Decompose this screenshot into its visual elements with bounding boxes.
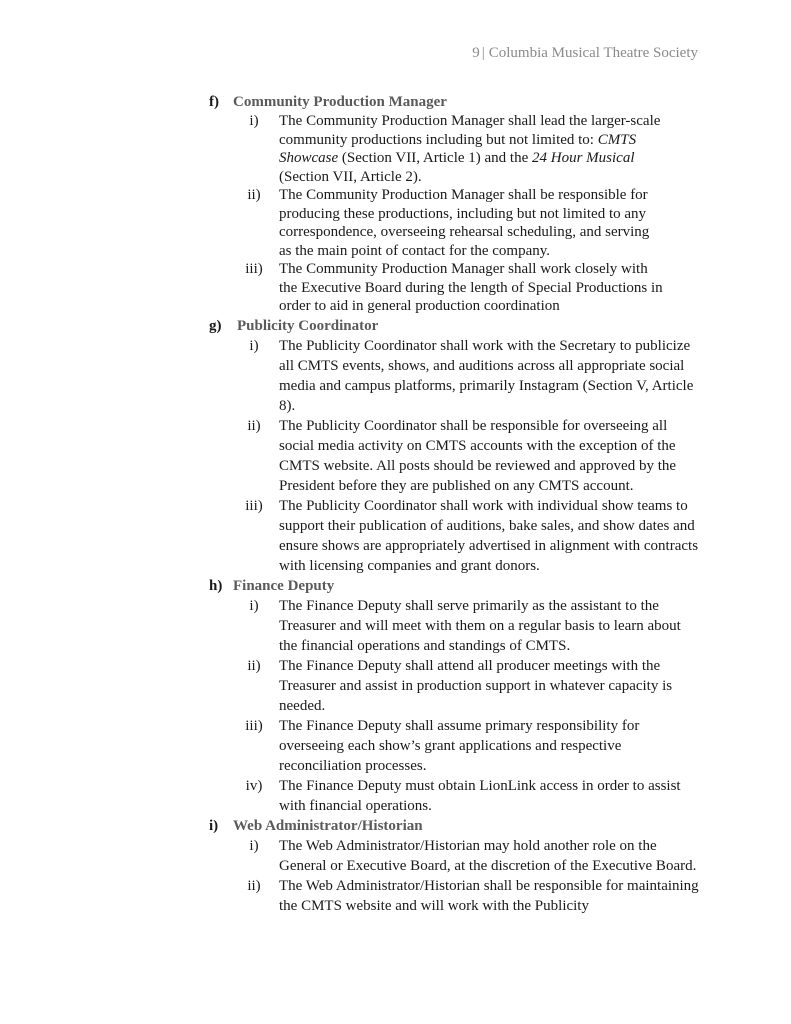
item-number: i) [249,337,259,354]
document-body [209,92,709,916]
section-finance-deputy [209,576,709,816]
item-number: iii) [245,497,263,514]
item-text: The Web Administrator/Historian may hold another role on the General or Executive Board, at the discretion of the Executive Board. [279,837,697,874]
item-number: i) [249,597,259,614]
list-item [209,496,709,576]
section-heading [209,316,709,336]
item-number: i) [249,113,259,129]
item-number: ii) [247,657,261,674]
item-number: iii) [245,261,263,277]
item-text: The Finance Deputy shall serve primarily as the assistant to the Treasurer and will meet with them on a regular basis to learn about the financial operations and standings of CMTS. [279,597,681,654]
section-web-administrator-historian [209,816,709,916]
show-name: 24 Hour Musical [532,150,635,166]
list-item [209,260,709,316]
item-text: The Publicity Coordinator shall work with individual show teams to support their publication of auditions, bake sales, and show dates and ensure shows are appropriately advertised in alignment with contracts with licensing companies and grant donors. [279,497,699,574]
list-item [209,716,709,776]
section-title: Web Administrator/Historian [233,817,423,834]
item-text: The Finance Deputy must obtain LionLink access in order to assist with financial operations. [279,777,681,814]
section-letter: g) [209,317,222,334]
header-separator: | [481,45,485,61]
list-item [209,596,709,656]
list-item [209,876,709,916]
item-number: i) [249,837,259,854]
list-item [209,656,709,716]
list-item [209,186,709,260]
list-item [209,776,709,816]
list-item [209,416,709,496]
section-title: Community Production Manager [233,94,447,110]
section-title: Publicity Coordinator [237,317,379,334]
item-number: iv) [245,777,263,794]
item-number: iii) [245,717,263,734]
section-heading [209,816,709,836]
list-item [209,336,709,416]
section-community-production-manager [209,92,709,316]
item-number: ii) [247,877,261,894]
section-letter: h) [209,577,223,594]
item-number: ii) [247,417,261,434]
item-text: The Community Production Manager shall lead the larger-scale community productions including but not limited to: CMTS Showcase (Section VII, Article 1) and the 24 Hour Musical (Section VII, Article 2). [279,113,661,185]
item-text: The Web Administrator/Historian shall be responsible for maintaining the CMTS website and will work with the Publicity [279,877,699,914]
document-title: Columbia Musical Theatre Society [488,45,698,61]
item-text: The Finance Deputy shall assume primary responsibility for overseeing each show’s grant applications and respective reconciliation processes. [279,717,640,774]
section-heading [209,92,709,112]
section-letter: f) [209,94,219,110]
page-header [472,45,698,62]
section-heading [209,576,709,596]
item-text: The Community Production Manager shall work closely with the Executive Board during the length of Special Productions in order to aid in general production coordination [279,261,663,314]
item-text: The Finance Deputy shall attend all producer meetings with the Treasurer and assist in production support in whatever capacity is needed. [279,657,673,714]
section-title: Finance Deputy [233,577,335,594]
list-item [209,836,709,876]
item-text: The Community Production Manager shall be responsible for producing these productions, including but not limited to any correspondence, overseeing rehearsal scheduling, and serving as the main point of contact for the company. [279,187,650,259]
section-letter: i) [209,817,219,834]
item-text: The Publicity Coordinator shall work with the Secretary to publicize all CMTS events, shows, and auditions across all appropriate social media and campus platforms, primarily Instagram (Section V, Article 8). [279,337,694,414]
section-publicity-coordinator [209,316,709,576]
show-name: CMTS Showcase [279,131,637,166]
page-number: 9 [472,45,480,61]
item-number: ii) [247,187,261,203]
item-text: The Publicity Coordinator shall be responsible for overseeing all social media activity on CMTS accounts with the exception of the CMTS website. All posts should be reviewed and approved by the President before they are published on any CMTS account. [279,417,677,494]
list-item [209,112,709,186]
